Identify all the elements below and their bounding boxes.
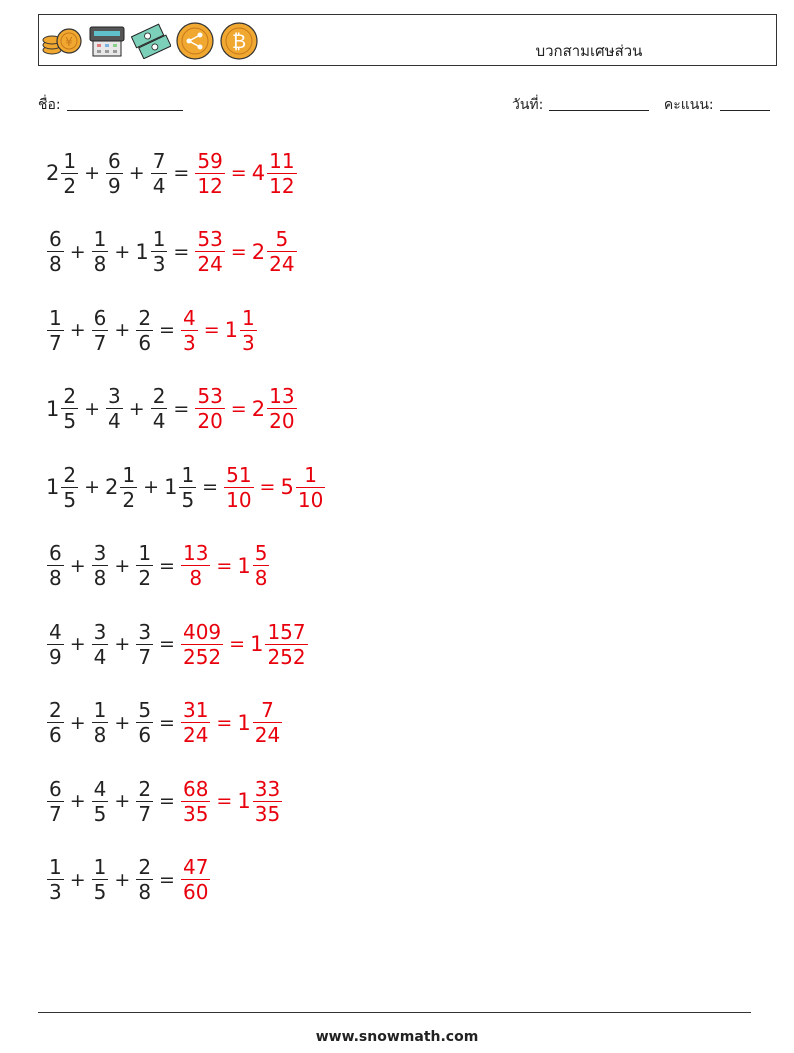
- improper-answer: [195, 149, 224, 198]
- improper-answer: [181, 541, 210, 590]
- numerator: 2: [138, 305, 152, 330]
- name-label: ชื่อ:: [38, 97, 61, 113]
- denominator: 24: [182, 723, 209, 747]
- plus-sign: +: [143, 476, 160, 498]
- date-score-fields: [512, 94, 770, 116]
- addend-fraction: [92, 227, 109, 276]
- equals-sign: =: [159, 790, 175, 812]
- equals-sign: =: [216, 790, 233, 812]
- denominator: 20: [269, 409, 295, 433]
- numerator: 1: [63, 148, 77, 173]
- numerator: 4: [49, 619, 62, 644]
- denominator: 7: [49, 330, 62, 355]
- denominator: 6: [49, 723, 62, 747]
- denominator: 252: [267, 644, 306, 669]
- mixed-whole: 1: [237, 789, 251, 813]
- numerator: 6: [108, 148, 121, 173]
- date-blank[interactable]: [549, 96, 649, 111]
- denominator: 4: [93, 644, 107, 669]
- addend: [135, 855, 154, 904]
- worksheet-header: [38, 14, 777, 66]
- equals-sign: =: [230, 240, 247, 263]
- denominator: 10: [297, 487, 324, 512]
- denominator: 3: [242, 330, 255, 355]
- mixed-whole: 2: [251, 396, 266, 421]
- date-label: วันที่:: [512, 97, 544, 113]
- mixed-answer-fraction: [267, 227, 296, 276]
- numerator: 2: [63, 384, 77, 408]
- addend-fraction: [61, 463, 78, 512]
- equals-sign: =: [173, 162, 190, 184]
- name-blank[interactable]: [67, 96, 183, 111]
- plus-sign: +: [84, 162, 101, 184]
- denominator: 10: [226, 487, 252, 512]
- addend-fraction: [92, 541, 109, 590]
- numerator: 1: [93, 698, 107, 722]
- denominator: 60: [182, 880, 209, 904]
- equals-sign: =: [173, 397, 190, 420]
- mixed-whole: 4: [251, 161, 266, 185]
- plus-sign: +: [69, 790, 86, 812]
- coins-icon: [41, 24, 83, 58]
- denominator: 8: [93, 566, 107, 590]
- equals-sign: =: [259, 476, 276, 498]
- answer: [180, 777, 283, 826]
- numerator: 1: [122, 462, 136, 487]
- share-coin-icon: [175, 21, 215, 61]
- addend: [135, 227, 168, 276]
- improper-answer: [195, 227, 224, 276]
- denominator: 12: [197, 173, 223, 198]
- addend: [91, 541, 110, 590]
- mixed-answer-fraction: [265, 620, 307, 669]
- mixed-whole: 5: [280, 475, 294, 499]
- answer: [180, 855, 211, 904]
- answer: [223, 463, 326, 512]
- numerator: 53: [197, 384, 223, 408]
- denominator: 5: [63, 409, 77, 433]
- denominator: 7: [49, 801, 62, 826]
- numerator: 1: [242, 305, 255, 330]
- denominator: 6: [138, 330, 152, 355]
- mixed-whole: 2: [251, 239, 266, 264]
- mixed-whole: 1: [250, 632, 264, 656]
- addend: [46, 541, 65, 590]
- addend-fraction: [151, 149, 168, 198]
- plus-sign: +: [114, 711, 131, 734]
- improper-answer: [195, 384, 224, 433]
- addend-fraction: [47, 777, 64, 826]
- numerator: 1: [152, 227, 166, 251]
- denominator: 24: [197, 252, 223, 276]
- plus-sign: +: [84, 476, 101, 498]
- equals-sign: =: [216, 711, 233, 734]
- denominator: 4: [108, 409, 121, 433]
- addend-fraction: [47, 541, 64, 590]
- denominator: 6: [138, 723, 152, 747]
- mixed-whole: 1: [224, 318, 238, 342]
- denominator: 24: [269, 252, 295, 276]
- plus-sign: +: [69, 319, 86, 341]
- addend-fraction: [136, 620, 153, 669]
- denominator: 9: [49, 644, 62, 669]
- addend: [46, 384, 79, 433]
- equals-sign: =: [230, 397, 247, 420]
- improper-answer: [224, 463, 253, 512]
- whole-number: 1: [46, 396, 60, 421]
- denominator: 252: [182, 644, 222, 669]
- addend-fraction: [179, 463, 196, 512]
- addend: [135, 777, 154, 826]
- numerator: 1: [304, 462, 317, 487]
- addend-fraction: [136, 855, 153, 904]
- plus-sign: +: [69, 633, 86, 655]
- denominator: 3: [49, 880, 62, 904]
- addend-fraction: [106, 384, 123, 433]
- equals-sign: =: [202, 476, 219, 498]
- numerator: 3: [138, 619, 152, 644]
- addend: [135, 620, 154, 669]
- denominator: 24: [254, 723, 281, 747]
- answer: [180, 306, 258, 355]
- numerator: 3: [108, 384, 121, 408]
- problem-row: [46, 771, 283, 831]
- numerator: 1: [49, 305, 62, 330]
- equals-sign: =: [216, 554, 233, 577]
- numerator: 5: [138, 698, 152, 722]
- numerator: 1: [93, 855, 107, 879]
- plus-sign: +: [114, 790, 131, 812]
- answer: [194, 384, 297, 433]
- denominator: 35: [182, 801, 209, 826]
- addend: [46, 149, 79, 198]
- score-blank[interactable]: [720, 96, 770, 111]
- plus-sign: +: [69, 554, 86, 577]
- improper-answer: [181, 306, 198, 355]
- mixed-whole: 1: [237, 553, 251, 578]
- addend: [105, 384, 124, 433]
- numerator: 1: [138, 541, 152, 565]
- numerator: 2: [138, 855, 152, 879]
- addend: [135, 698, 154, 747]
- denominator: 5: [181, 487, 195, 512]
- improper-answer: [181, 620, 223, 669]
- problem-row: [46, 143, 298, 203]
- denominator: 8: [49, 252, 62, 276]
- improper-answer: [181, 698, 210, 747]
- addend-fraction: [61, 384, 78, 433]
- numerator: 1: [49, 855, 62, 879]
- numerator: 5: [275, 227, 289, 251]
- numerator: 13: [182, 541, 209, 565]
- score-label: คะแนน:: [663, 97, 714, 113]
- denominator: 3: [182, 330, 196, 355]
- numerator: 4: [93, 776, 107, 801]
- addend-fraction: [92, 306, 109, 355]
- denominator: 8: [254, 566, 268, 590]
- numerator: 2: [138, 776, 152, 801]
- denominator: 4: [152, 173, 166, 198]
- numerator: 7: [261, 698, 274, 722]
- plus-sign: +: [128, 397, 145, 420]
- addend: [46, 463, 79, 512]
- mixed-answer-fraction: [296, 463, 325, 512]
- header-icons: [41, 20, 259, 62]
- addend-fraction: [92, 698, 109, 747]
- equals-sign: =: [159, 868, 175, 891]
- mixed-answer-fraction: [267, 149, 296, 198]
- numerator: 7: [152, 148, 166, 173]
- numerator: 11: [269, 148, 295, 173]
- denominator: 35: [254, 801, 281, 826]
- whole-number: 1: [46, 475, 60, 499]
- answer: [180, 541, 270, 590]
- denominator: 8: [138, 880, 152, 904]
- problem-row: [46, 614, 309, 674]
- mixed-answer-fraction: [253, 698, 282, 747]
- mixed-answer-fraction: [240, 306, 257, 355]
- improper-answer: [181, 855, 210, 904]
- improper-answer: [181, 777, 210, 826]
- footer-divider: [38, 1012, 751, 1013]
- problem-row: [46, 222, 298, 282]
- equals-sign: =: [159, 554, 175, 577]
- problem-row: [46, 457, 326, 517]
- addend-fraction: [136, 306, 153, 355]
- numerator: 6: [93, 305, 107, 330]
- addend: [91, 855, 110, 904]
- addend-fraction: [136, 777, 153, 826]
- numerator: 33: [254, 776, 281, 801]
- addend: [150, 149, 169, 198]
- problem-row: [46, 693, 283, 753]
- addend-fraction: [151, 227, 168, 276]
- addend-fraction: [151, 384, 168, 433]
- plus-sign: +: [114, 554, 131, 577]
- mixed-answer-fraction: [267, 384, 296, 433]
- numerator: 6: [49, 541, 62, 565]
- addend: [46, 227, 65, 276]
- svg-text:₿: ₿: [231, 31, 247, 53]
- addend: [46, 777, 65, 826]
- denominator: 7: [93, 330, 107, 355]
- footer-url: www.snowmath.com: [315, 1029, 479, 1045]
- addend: [135, 541, 154, 590]
- numerator: 5: [254, 541, 268, 565]
- plus-sign: +: [114, 319, 131, 341]
- addend-fraction: [47, 698, 64, 747]
- denominator: 9: [108, 173, 121, 198]
- problem-row: [46, 850, 211, 910]
- whole-number: 2: [105, 475, 119, 499]
- denominator: 4: [152, 409, 166, 433]
- plus-sign: +: [128, 162, 145, 184]
- denominator: 8: [189, 566, 203, 590]
- numerator: 3: [93, 541, 107, 565]
- answer: [180, 698, 283, 747]
- addend: [46, 855, 65, 904]
- denominator: 20: [197, 409, 223, 433]
- equals-sign: =: [229, 633, 246, 655]
- addend: [150, 384, 169, 433]
- numerator: 2: [152, 384, 166, 408]
- plus-sign: +: [114, 633, 131, 655]
- plus-sign: +: [69, 711, 86, 734]
- denominator: 2: [122, 487, 136, 512]
- worksheet-title: บวกสามเศษส่วน: [535, 42, 643, 60]
- addend: [105, 149, 124, 198]
- numerator: 47: [182, 855, 209, 879]
- addend-fraction: [92, 855, 109, 904]
- plus-sign: +: [114, 240, 131, 263]
- addend-fraction: [120, 463, 137, 512]
- equals-sign: =: [159, 711, 175, 734]
- numerator: 1: [93, 227, 107, 251]
- addend-fraction: [136, 541, 153, 590]
- equals-sign: =: [173, 240, 190, 263]
- mixed-answer-fraction: [253, 541, 270, 590]
- denominator: 2: [63, 173, 77, 198]
- numerator: 59: [197, 148, 223, 173]
- problem-row: [46, 300, 258, 360]
- addend: [46, 698, 65, 747]
- addend-fraction: [106, 149, 123, 198]
- plus-sign: +: [69, 240, 86, 263]
- addend-fraction: [61, 149, 78, 198]
- denominator: 12: [269, 173, 295, 198]
- banknotes-icon: [131, 23, 171, 59]
- numerator: 6: [49, 227, 62, 251]
- addend-fraction: [47, 227, 64, 276]
- denominator: 5: [63, 487, 77, 512]
- plus-sign: +: [69, 868, 86, 891]
- numerator: 2: [63, 462, 77, 487]
- whole-number: 1: [135, 239, 149, 264]
- addend: [46, 620, 65, 669]
- denominator: 8: [93, 252, 107, 276]
- numerator: 53: [197, 227, 223, 251]
- addend: [105, 463, 138, 512]
- denominator: 3: [152, 252, 166, 276]
- numerator: 3: [93, 619, 107, 644]
- equals-sign: =: [159, 633, 175, 655]
- addend: [91, 777, 110, 826]
- numerator: 1: [181, 462, 195, 487]
- denominator: 7: [138, 644, 152, 669]
- denominator: 5: [93, 801, 107, 826]
- numerator: 31: [182, 698, 209, 722]
- addend: [164, 463, 197, 512]
- addend: [46, 306, 65, 355]
- addend: [135, 306, 154, 355]
- answer: [194, 149, 297, 198]
- name-field: [38, 94, 183, 116]
- bitcoin-icon: [219, 21, 259, 61]
- cash-register-icon: [87, 23, 127, 59]
- whole-number: 2: [46, 161, 60, 185]
- plus-sign: +: [114, 868, 131, 891]
- addend: [91, 227, 110, 276]
- numerator: 13: [269, 384, 295, 408]
- equals-sign: =: [230, 162, 247, 184]
- addend-fraction: [47, 306, 64, 355]
- addend: [91, 620, 110, 669]
- numerator: 2: [49, 698, 62, 722]
- plus-sign: +: [84, 397, 101, 420]
- addend: [91, 698, 110, 747]
- numerator: 4: [182, 305, 196, 330]
- denominator: 7: [138, 801, 152, 826]
- denominator: 8: [49, 566, 62, 590]
- denominator: 5: [93, 880, 107, 904]
- whole-number: 1: [164, 475, 178, 499]
- numerator: 409: [182, 619, 222, 644]
- addend: [91, 306, 110, 355]
- problem-row: [46, 379, 298, 439]
- numerator: 68: [182, 776, 209, 801]
- addend-fraction: [47, 855, 64, 904]
- equals-sign: =: [203, 319, 220, 341]
- answer: [180, 620, 309, 669]
- numerator: 6: [49, 776, 62, 801]
- equals-sign: =: [159, 319, 175, 341]
- addend-fraction: [47, 620, 64, 669]
- addend-fraction: [92, 777, 109, 826]
- mixed-whole: 1: [237, 710, 251, 735]
- numerator: 157: [267, 619, 306, 644]
- addend-fraction: [136, 698, 153, 747]
- numerator: 51: [226, 462, 252, 487]
- addend-fraction: [92, 620, 109, 669]
- denominator: 2: [138, 566, 152, 590]
- svg-text:¥: ¥: [65, 35, 73, 49]
- denominator: 8: [93, 723, 107, 747]
- mixed-answer-fraction: [253, 777, 282, 826]
- answer: [194, 227, 297, 276]
- problem-row: [46, 536, 270, 596]
